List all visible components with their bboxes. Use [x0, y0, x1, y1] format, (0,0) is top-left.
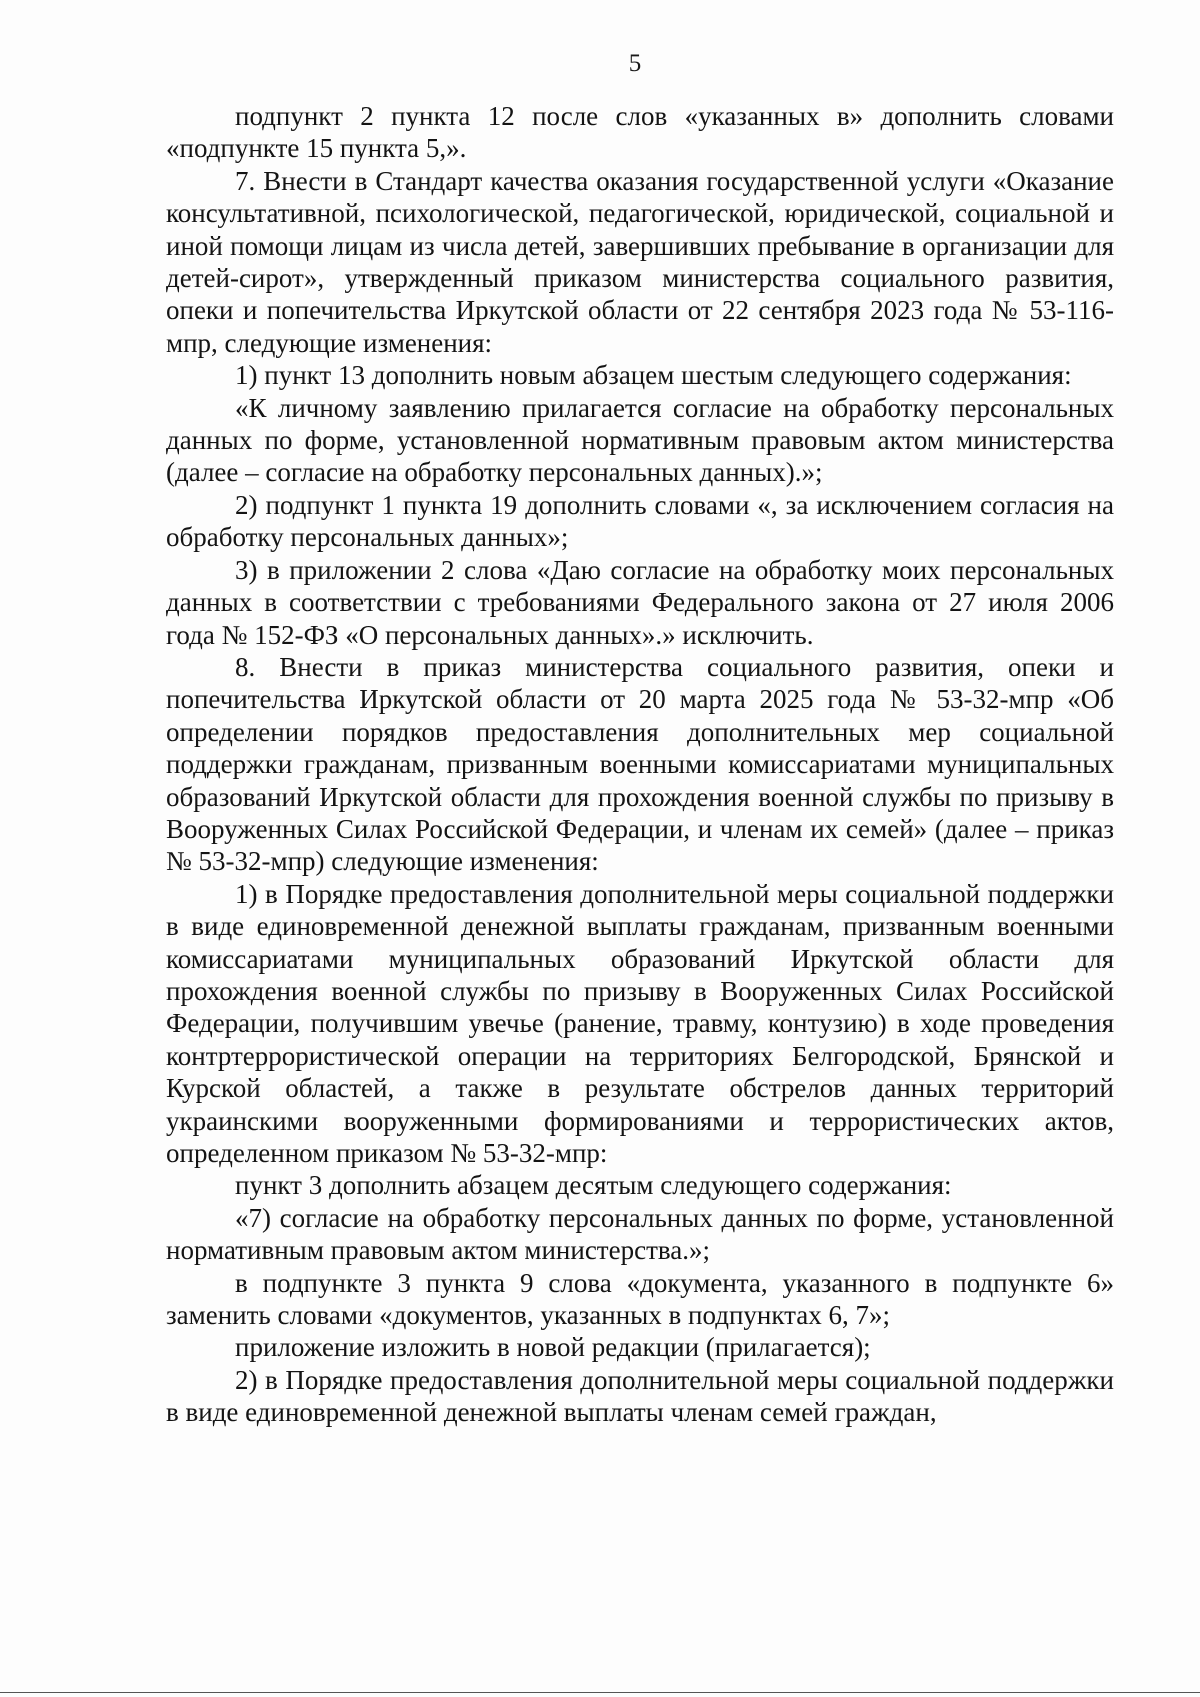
page-number: 5 [628, 50, 642, 77]
document-body [166, 100, 1114, 1429]
paragraph: 8. Внести в приказ министерства социального развития, опеки и попечительства Иркутской области от 20 марта 2025 года № 53-32-мпр «Об определении порядков предоставления дополнительных мер социальной поддержки гражданам, призванным военными комиссариатами муниципальных образований Иркутской области для прохождения военной службы по призыву в Вооруженных Силах Российской Федерации, и членам их семей» (далее – приказ № 53-32-мпр) следующие изменения: [166, 651, 1114, 877]
paragraph: «7) согласие на обработку персональных данных по форме, установленной нормативным правовым актом министерства.»; [166, 1202, 1114, 1266]
paragraph: 2) подпункт 1 пункта 19 дополнить словами «, за исключением согласия на обработку персональных данных»; [166, 489, 1114, 553]
paragraph: пункт 3 дополнить абзацем десятым следующего содержания: [235, 1170, 952, 1201]
paragraph: в подпункте 3 пункта 9 слова «документа, указанного в подпункте 6» заменить словами «документов, указанных в подпунктах 6, 7»; [166, 1267, 1114, 1331]
page-bottom-edge [0, 1692, 1200, 1693]
paragraph: 2) в Порядке предоставления дополнительной меры социальной поддержки в виде единовременной денежной выплаты членам семей граждан, [166, 1364, 1114, 1428]
paragraph: «К личному заявлению прилагается согласие на обработку персональных данных по форме, установленной нормативным правовым актом министерства (далее – согласие на обработку персональных данных).»; [166, 392, 1114, 488]
paragraph: 1) пункт 13 дополнить новым абзацем шестым следующего содержания: [235, 360, 1072, 391]
paragraph: 7. Внести в Стандарт качества оказания государственной услуги «Оказание консультативной, психологической, педагогической, юридической, социальной и иной помощи лицам из числа детей, завершивших пребывание в организации для детей-сирот», утвержденный приказом министерства социального развития, опеки и попечительства Иркутской области от 22 сентября 2023 года № 53-116-мпр, следующие изменения: [166, 165, 1114, 358]
paragraph: подпункт 2 пункта 12 после слов «указанных в» дополнить словами «подпункте 15 пункта 5,». [166, 101, 1114, 164]
paragraph: 1) в Порядке предоставления дополнительной меры социальной поддержки в виде единовременной денежной выплаты гражданам, призванным военными комиссариатами муниципальных образований Иркутской области для прохождения военной службы по призыву в Вооруженных Силах Российской Федерации, получившим увечье (ранение, травму, контузию) в ходе проведения контртеррористической операции на территориях Белгородской, Брянской и Курской областей, а также в результате обстрелов данных территорий украинскими вооруженными формированиями и террористических актов, определенном приказом № 53-32-мпр: [166, 878, 1114, 1168]
paragraph: 3) в приложении 2 слова «Даю согласие на обработку моих персональных данных в соответствии с требованиями Федерального закона от 27 июля 2006 года № 152-ФЗ «О персональных данных».» исключить. [166, 554, 1114, 650]
paragraph: приложение изложить в новой редакции (прилагается); [235, 1332, 871, 1363]
